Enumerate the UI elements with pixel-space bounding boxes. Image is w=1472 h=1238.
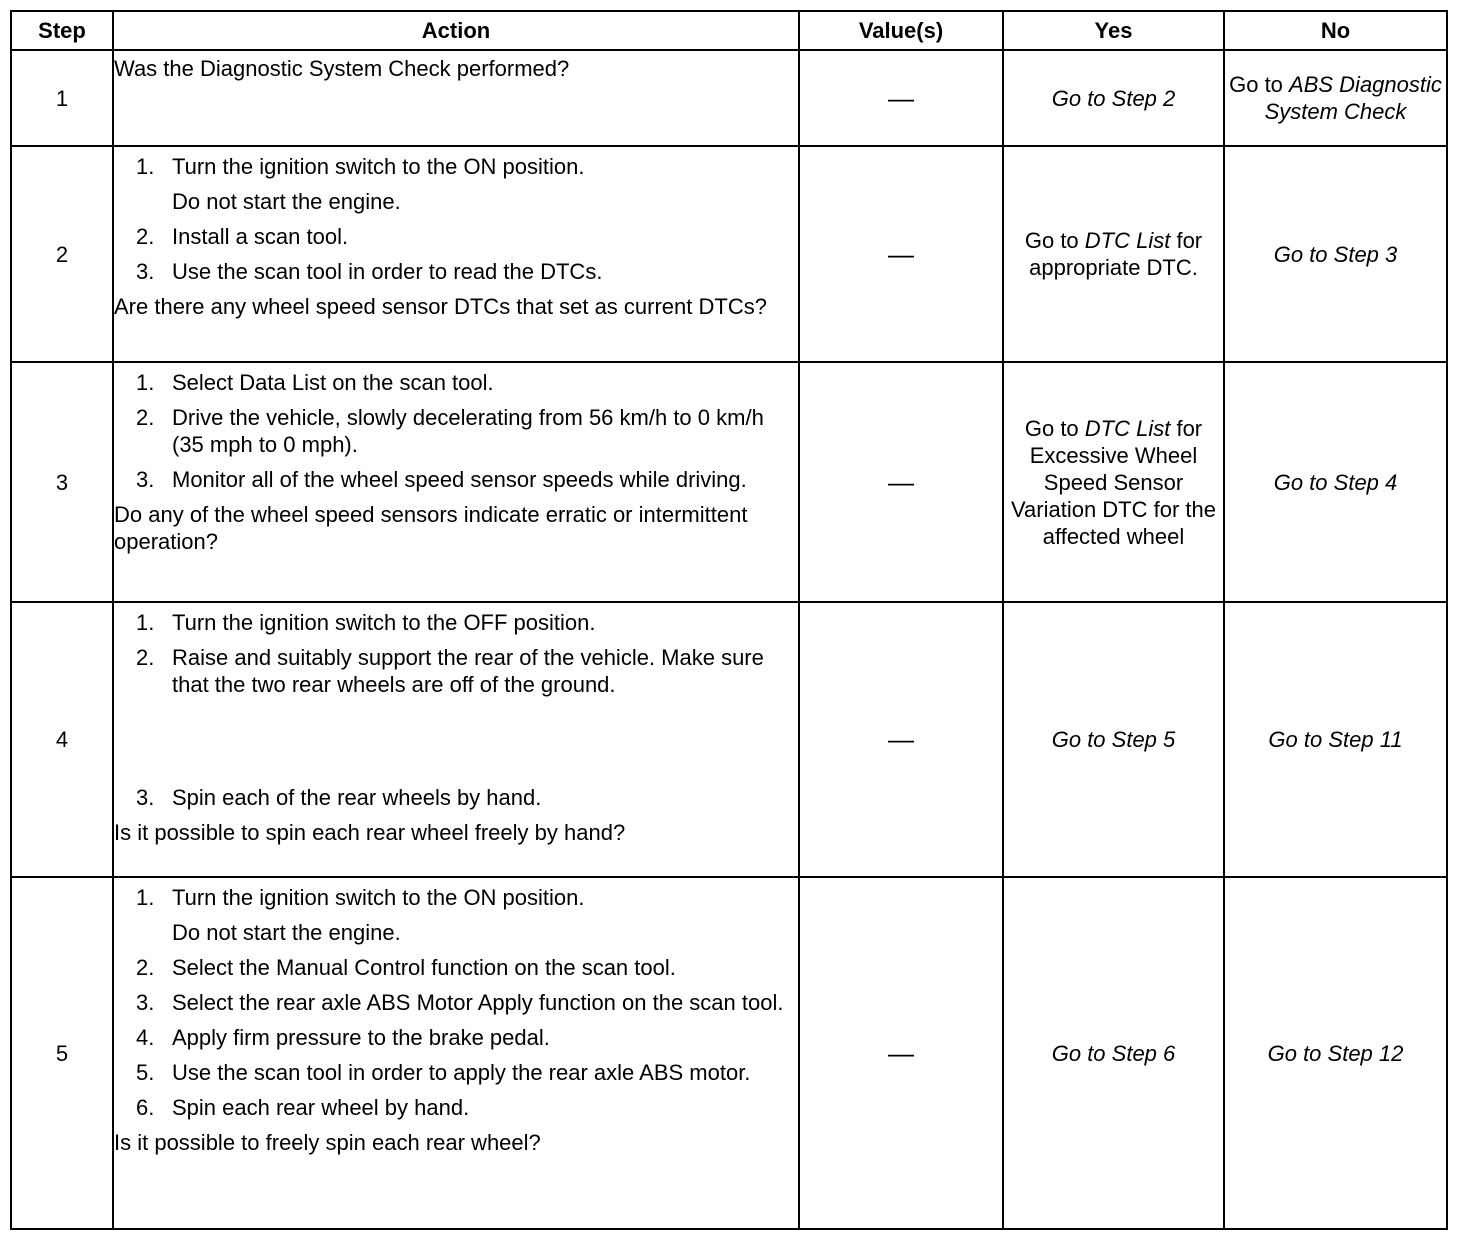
action-step [114, 369, 798, 396]
step-item-text: Turn the ignition switch to the OFF position. [172, 610, 596, 635]
header-step: Step [11, 11, 113, 50]
no-link[interactable]: Go to Step 4 [1224, 362, 1447, 602]
no-prefix: Go to [1229, 72, 1290, 97]
action-steps [114, 369, 798, 493]
action-step [114, 954, 798, 981]
step-item-text: Monitor all of the wheel speed sensor speeds while driving. [172, 467, 747, 492]
step-item-number: 2. [136, 224, 155, 249]
no-cell[interactable] [1224, 50, 1447, 146]
step-item-number: 1. [136, 370, 155, 395]
action-step [114, 404, 798, 458]
diagnostic-table [10, 10, 1448, 1230]
step-item-number: 3. [136, 990, 155, 1015]
table-row [11, 602, 1447, 877]
yes-suffix: for Excessive Wheel Speed Sensor Variation DTC for the affected wheel [1010, 415, 1216, 549]
step-item-text: Spin each rear wheel by hand. [172, 1095, 470, 1120]
step-item-text: Install a scan tool. [172, 224, 349, 249]
step-item-number: 3. [136, 259, 155, 284]
action-step [114, 223, 798, 250]
step-item-text: Select the Manual Control function on the scan tool. [172, 955, 676, 980]
step-item-number: 5. [136, 1060, 155, 1085]
step-item-text: Select Data List on the scan tool. [172, 370, 494, 395]
step-item-text: Use the scan tool in order to apply the rear axle ABS motor. [172, 1060, 751, 1085]
step-number: 3 [11, 362, 113, 602]
no-link[interactable]: ABS Diagnostic System Check [1264, 72, 1442, 124]
yes-prefix: Go to [1024, 228, 1085, 253]
step-item-number: 1. [136, 154, 155, 179]
action-step [114, 784, 798, 811]
action-step [114, 989, 798, 1016]
action-cell [113, 877, 799, 1229]
step-item-text: Drive the vehicle, slowly decelerating from 56 km/h to 0 km/h (35 mph to 0 mph). [172, 405, 764, 457]
action-steps [114, 609, 798, 811]
action-cell [113, 602, 799, 877]
header-yes: Yes [1003, 11, 1224, 50]
step-item-number: 2. [136, 645, 155, 670]
step-item-number: 1. [136, 610, 155, 635]
step-item-number: 1. [136, 885, 155, 910]
action-question: Do any of the wheel speed sensors indicate erratic or intermittent operation? [114, 502, 748, 554]
step-item-number: 2. [136, 955, 155, 980]
step-item-text: Raise and suitably support the rear of the vehicle. Make sure that the two rear wheels are off of the ground. [172, 645, 764, 697]
step-item-text: Turn the ignition switch to the ON position. [172, 885, 585, 910]
action-cell [113, 362, 799, 602]
step-item-text: Select the rear axle ABS Motor Apply function on the scan tool. [172, 990, 784, 1015]
yes-link[interactable]: Go to Step 6 [1003, 877, 1224, 1229]
yes-suffix: for appropriate DTC. [1029, 228, 1203, 280]
action-step [114, 1024, 798, 1051]
yes-prefix: Go to [1024, 415, 1085, 441]
step-number: 4 [11, 602, 113, 877]
yes-cell[interactable] [1003, 362, 1224, 602]
action-step [114, 466, 798, 493]
action-step [114, 609, 798, 636]
action-question: Is it possible to freely spin each rear wheel? [114, 1130, 541, 1155]
step-number: 5 [11, 877, 113, 1229]
action-question: Are there any wheel speed sensor DTCs that set as current DTCs? [114, 294, 767, 319]
step-item-note: Do not start the engine. [172, 189, 401, 214]
action-question: Was the Diagnostic System Check performed? [114, 56, 570, 81]
yes-link[interactable]: DTC List [1084, 228, 1171, 253]
action-step [114, 1059, 798, 1086]
table-row [11, 50, 1447, 146]
no-link[interactable]: Go to Step 11 [1224, 602, 1447, 877]
step-item-note: Do not start the engine. [172, 920, 401, 945]
action-step [114, 884, 798, 946]
step-number: 1 [11, 50, 113, 146]
value-cell: — [799, 50, 1003, 146]
value-cell: — [799, 602, 1003, 877]
step-item-number: 4. [136, 1025, 155, 1050]
action-step [114, 1094, 798, 1121]
yes-link[interactable]: Go to Step 2 [1003, 50, 1224, 146]
step-item-text: Turn the ignition switch to the ON position. [172, 154, 585, 179]
action-step [114, 258, 798, 285]
yes-link[interactable]: Go to Step 5 [1003, 602, 1224, 877]
step-item-text: Spin each of the rear wheels by hand. [172, 785, 542, 810]
action-steps [114, 884, 798, 1121]
step-item-number: 6. [136, 1095, 155, 1120]
table-row [11, 146, 1447, 362]
header-row [11, 11, 1447, 50]
no-link[interactable]: Go to Step 12 [1224, 877, 1447, 1229]
header-no: No [1224, 11, 1447, 50]
action-cell [113, 50, 799, 146]
action-step [114, 644, 798, 698]
action-step [114, 153, 798, 215]
value-cell: — [799, 146, 1003, 362]
action-question: Is it possible to spin each rear wheel freely by hand? [114, 820, 626, 845]
step-item-number: 3. [136, 785, 155, 810]
value-cell: — [799, 362, 1003, 602]
spacer [114, 706, 798, 776]
step-item-text: Use the scan tool in order to read the DTCs. [172, 259, 603, 284]
step-item-text: Apply firm pressure to the brake pedal. [172, 1025, 550, 1050]
step-item-number: 3. [136, 467, 155, 492]
step-number: 2 [11, 146, 113, 362]
value-cell: — [799, 877, 1003, 1229]
step-item-number: 2. [136, 405, 155, 430]
action-cell [113, 146, 799, 362]
table-row [11, 362, 1447, 602]
table-row [11, 877, 1447, 1229]
yes-link[interactable]: DTC List [1084, 415, 1171, 441]
header-action: Action [113, 11, 799, 50]
yes-cell[interactable] [1003, 146, 1224, 362]
header-value: Value(s) [799, 11, 1003, 50]
action-steps [114, 153, 798, 285]
no-link[interactable]: Go to Step 3 [1224, 146, 1447, 362]
